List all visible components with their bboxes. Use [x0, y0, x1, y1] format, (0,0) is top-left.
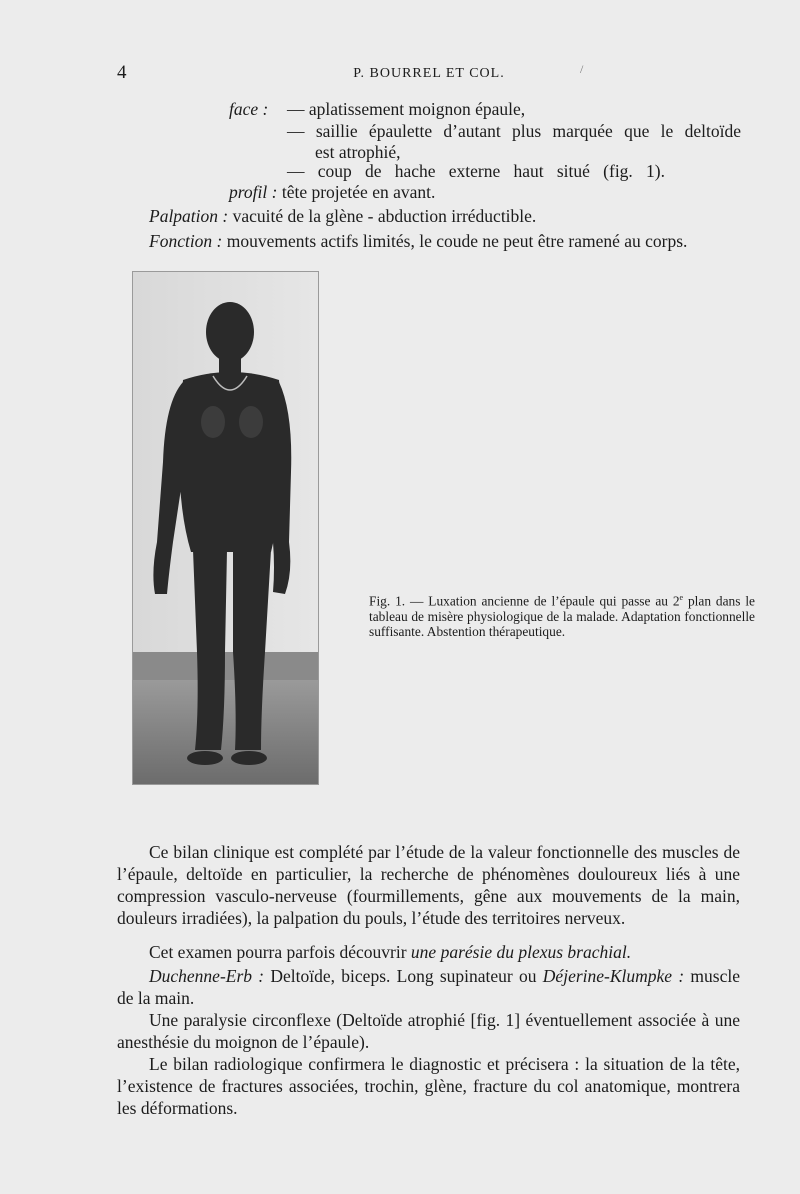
- paragraph-1: Ce bilan clinique est complété par l’étude de la valeur fonctionnelle des muscles de l’épaule, deltoïde en particulier, la recherche de phénomènes douloureux liés à une compression vasculo-nerveuse (fourmillements, gêne aux mouvements de la main, douleurs irradiées), la palpation du pouls, l’étude des territoires nerveux.: [117, 842, 740, 928]
- dejerine-klumpke-label: Déjerine-Klumpke :: [542, 966, 685, 986]
- palpation-text: vacuité de la glène - abduction irréductible.: [232, 206, 537, 226]
- figure-caption: [369, 590, 755, 640]
- paragraph-3-text: Deltoïde, biceps. Long supinateur ou: [264, 966, 543, 986]
- profil-label: profil :: [229, 182, 278, 202]
- face-item-1: — aplatissement moignon épaule,: [287, 99, 526, 119]
- face-label: face :: [229, 99, 269, 119]
- figure-photo: [133, 272, 318, 784]
- caption-prefix: Fig. 1. — Luxation ancienne de l’épaule qui passe au 2: [369, 593, 680, 609]
- paragraph-3-end: muscle de la main.: [117, 966, 740, 1008]
- profil-text: tête projetée en avant.: [281, 182, 436, 202]
- page-number: 4: [117, 62, 127, 83]
- face-item-3: est atrophié,: [315, 142, 401, 162]
- paragraph-2-text: Cet examen pourra parfois découvrir: [149, 942, 411, 962]
- paragraph-3: [117, 965, 740, 1009]
- caption-rest: plan dans le tableau de misère physiologique de la malade. Adaptation fonctionnelle suffisante. Abstention thérapeutique.: [369, 593, 755, 640]
- running-head: P. BOURREL ET COL.: [353, 66, 505, 81]
- paragraph-2-italic: une parésie du plexus brachial.: [410, 942, 632, 962]
- paragraph-5: Le bilan radiologique confirmera le diagnostic et précisera : la situation de la tête, l’existence de fractures associées, trochin, glène, fracture du col anatomique, montrera les déformations.: [117, 1054, 740, 1118]
- stray-mark: /: [580, 62, 584, 76]
- duchenne-erb-label: Duchenne-Erb :: [149, 966, 265, 986]
- face-item-2: — saillie épaulette d’autant plus marquée que le deltoïde: [287, 121, 741, 141]
- paragraph-2: [117, 941, 740, 963]
- face-item-4: — coup de hache externe haut situé (fig. 1).: [287, 161, 665, 181]
- profil-line: [229, 181, 435, 203]
- fonction-text: mouvements actifs limités, le coude ne peut être ramené au corps.: [226, 231, 688, 251]
- fonction-label: Fonction :: [149, 231, 223, 251]
- paragraph-4: Une paralysie circonflexe (Deltoïde atrophié [fig. 1] éventuellement associée à une anesthésie du moignon de l’épaule).: [117, 1010, 740, 1052]
- palpation-label: Palpation :: [149, 206, 229, 226]
- palpation-line: [149, 205, 536, 227]
- fonction-line: [149, 230, 687, 252]
- caption-superscript: e: [679, 593, 684, 602]
